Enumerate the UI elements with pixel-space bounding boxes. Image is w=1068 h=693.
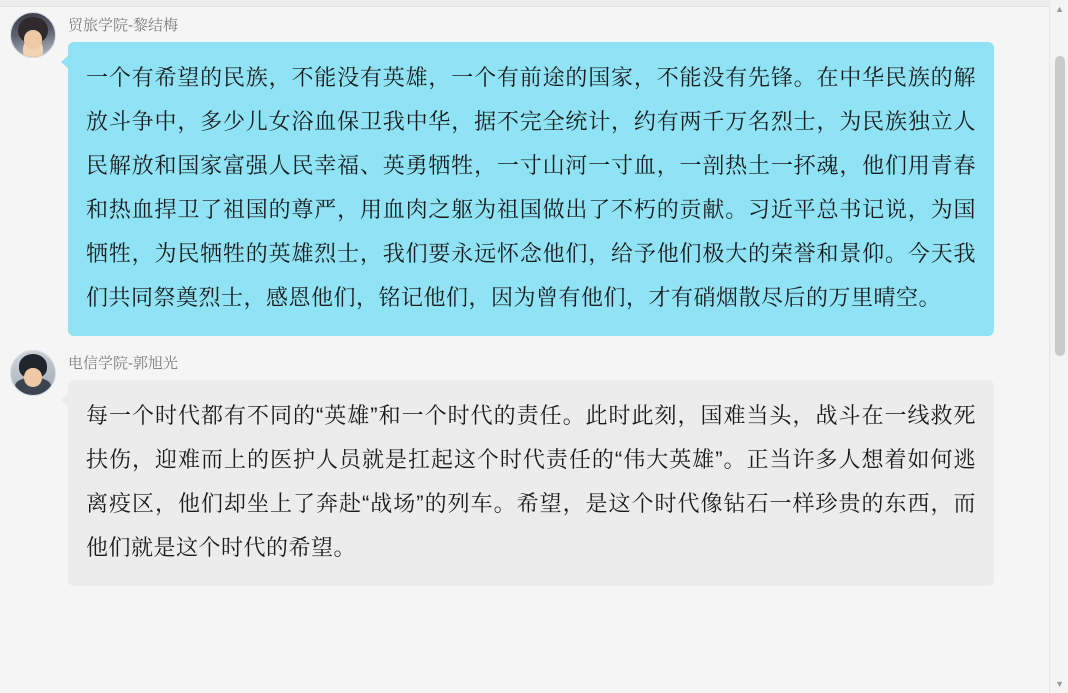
chat-message (0, 12, 1050, 336)
scroll-up-arrow-icon[interactable]: ▲ (1055, 4, 1064, 14)
avatar-guo-xuguang[interactable] (10, 350, 56, 396)
message-sender-name: 贸旅学院-黎结梅 (68, 17, 178, 34)
vertical-scrollbar[interactable] (1049, 0, 1068, 693)
message-list-top-divider (0, 0, 1050, 7)
message-bubble[interactable]: 一个有希望的民族，不能没有英雄，一个有前途的国家，不能没有先锋。在中华民族的解放斗争中，多少儿女浴血保卫我中华，据不完全统计，约有两千万名烈士，为民族独立人民解放和国家富强人民幸福、英勇牺牲，一寸山河一寸血，一剖热土一抔魂，他们用青春和热血捍卫了祖国的尊严，用血肉之躯为祖国做出了不朽的贡献。习近平总书记说，为国牺牲，为民牺牲的英雄烈士，我们要永远怀念他们，给予他们极大的荣誉和景仰。今天我们共同祭奠烈士，感恩他们，铭记他们，因为曾有他们，才有硝烟散尽后的万里晴空。 (68, 42, 994, 336)
scroll-down-arrow-icon[interactable]: ▼ (1055, 679, 1064, 689)
avatar-li-jiemei[interactable] (10, 12, 56, 58)
message-sender-name: 电信学院-郭旭光 (68, 355, 178, 372)
chat-message (0, 350, 1050, 586)
avatar-face (24, 30, 42, 49)
scrollbar-thumb[interactable] (1055, 56, 1065, 356)
avatar-face (24, 368, 42, 387)
message-bubble[interactable]: 每一个时代都有不同的“英雄”和一个时代的责任。此时此刻，国难当头，战斗在一线救死扶伤，迎难而上的医护人员就是扛起这个时代责任的“伟大英雄”。正当许多人想着如何逃离疫区，他们却坐上了奔赴“战场”的列车。希望，是这个时代像钻石一样珍贵的东西，而他们就是这个时代的希望。 (68, 380, 994, 586)
